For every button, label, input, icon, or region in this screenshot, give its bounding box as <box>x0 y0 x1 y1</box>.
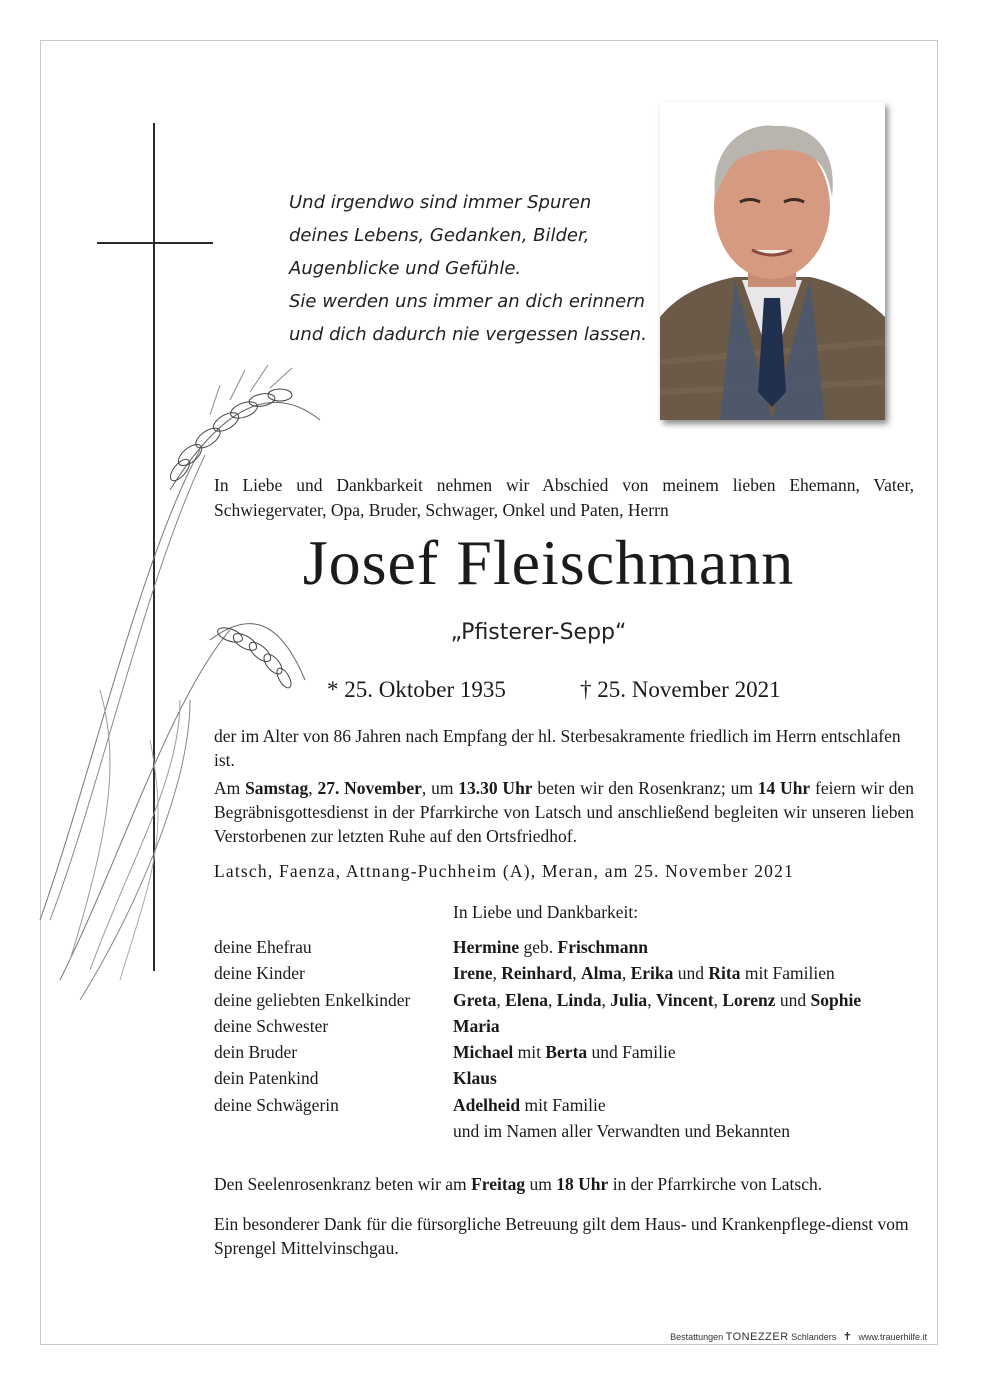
relative-names <box>453 987 861 1013</box>
relative-name: Klaus <box>453 1068 497 1089</box>
funeral-text-part: , <box>308 778 318 798</box>
relative-name: Julia <box>610 989 648 1010</box>
rosary-hour: 18 Uhr <box>556 1174 609 1194</box>
quote-line: Sie werden uns immer an dich erinnern <box>289 291 646 312</box>
relative-role <box>214 1118 453 1144</box>
relative-row <box>214 1092 861 1118</box>
relative-connector: und Familie <box>587 1042 676 1063</box>
quote-line: Und irgendwo sind immer Spuren <box>289 192 592 213</box>
relative-names <box>453 1118 790 1144</box>
service-time: 14 Uhr <box>757 778 811 798</box>
relative-role: deine Kinder <box>214 963 305 984</box>
relative-connector: , <box>572 963 582 984</box>
relative-names <box>453 1092 606 1118</box>
cross-horizontal-bar <box>97 242 213 244</box>
relative-connector: , <box>496 989 506 1010</box>
funeral-text-part: feiern wir den Begräbnisgottesdienst in der Pfarrkirche von Latsch und anschließend begleiten wir unseren lieben Verstorbenen zur letzten Ruhe auf den Ortsfriedhof. <box>214 778 915 846</box>
place-and-date: Latsch, Faenza, Attnang-Puchheim (A), Meran, am 25. November 2021 <box>214 861 795 881</box>
funeral-day: Samstag <box>245 778 309 798</box>
relative-names <box>453 960 835 986</box>
wheat-illustration <box>30 360 350 1000</box>
relative-name: Vincent <box>655 989 714 1010</box>
relative-name: Berta <box>545 1042 588 1063</box>
footer-brand: TONEZZER <box>725 1331 789 1343</box>
footer-prefix: Bestattungen <box>670 1332 726 1342</box>
relatives-list <box>214 934 861 1144</box>
relative-role: deine Schwägerin <box>214 1094 339 1115</box>
relative-connector: und im Namen aller Verwandten und Bekannten <box>453 1121 790 1142</box>
relative-names <box>453 934 648 960</box>
relative-connector: mit Familien <box>740 963 835 984</box>
quote-line: Augenblicke und Gefühle. <box>289 258 522 279</box>
relative-role: deine Ehefrau <box>214 937 312 957</box>
relative-names <box>453 1065 497 1091</box>
relative-connector: geb. <box>519 937 558 957</box>
relative-row <box>214 960 861 986</box>
relative-name: Reinhard <box>501 963 573 984</box>
relative-name: Adelheid <box>453 1094 521 1115</box>
funeral-text <box>214 776 914 848</box>
relative-name: Sophie <box>810 989 862 1010</box>
relative-name: Greta <box>453 989 497 1010</box>
rosary-text-part: in der Pfarrkirche von Latsch. <box>608 1174 823 1194</box>
funeral-text-part: Am <box>214 778 246 798</box>
gratitude-text: Ein besonderer Dank für die fürsorgliche Betreuung gilt dem Haus- und Krankenpflege-dienst vom Sprengel Mittelvinschgau. <box>214 1214 909 1258</box>
deceased-name: Josef Fleischmann <box>302 527 795 598</box>
relative-connector: mit <box>513 1042 546 1063</box>
relative-connector: , <box>713 989 723 1010</box>
thanks-heading: In Liebe und Dankbarkeit: <box>453 902 639 922</box>
footer-credit <box>670 1330 927 1343</box>
footer-website[interactable]: www.trauerhilfe.it <box>858 1332 927 1342</box>
relative-row <box>214 1118 861 1144</box>
relative-role: deine Schwester <box>214 1015 329 1036</box>
relative-row <box>214 1039 861 1065</box>
relative-connector: und <box>775 989 811 1010</box>
relative-name: Linda <box>556 989 602 1010</box>
relative-role: deine geliebten Enkelkinder <box>214 989 411 1010</box>
relative-name: Maria <box>453 1015 500 1036</box>
relative-connector: , <box>492 963 502 984</box>
relative-connector: und <box>673 963 709 984</box>
rosary-day: Freitag <box>471 1174 526 1194</box>
relative-names <box>453 1013 500 1039</box>
relative-name: Lorenz <box>722 989 776 1010</box>
relative-names <box>453 1039 676 1065</box>
relative-role: dein Bruder <box>214 1042 298 1063</box>
relative-connector: , <box>547 989 557 1010</box>
relative-role: dein Patenkind <box>214 1068 319 1089</box>
quote-line: deines Lebens, Gedanken, Bilder, <box>289 225 590 246</box>
relative-name: Rita <box>708 963 741 984</box>
funeral-text-part: , um <box>421 778 459 798</box>
relative-row <box>214 1065 861 1091</box>
memorial-quote <box>289 186 647 351</box>
nickname: „Pfisterer-Sepp“ <box>450 620 627 645</box>
relative-name: Erika <box>630 963 674 984</box>
rosary-text <box>214 1172 914 1196</box>
relative-row <box>214 1013 861 1039</box>
birth-date: * 25. Oktober 1935 <box>327 677 506 702</box>
funeral-text-part: beten wir den Rosenkranz; um <box>532 778 758 798</box>
footer-suffix: Schlanders <box>788 1332 837 1342</box>
relative-connector: , <box>601 989 611 1010</box>
relative-name: Frischmann <box>557 937 648 957</box>
quote-line: und dich dadurch nie vergessen lassen. <box>289 324 647 345</box>
intro-text: In Liebe und Dankbarkeit nehmen wir Abschied von meinem lieben Ehemann, Vater, Schwiegervater, Opa, Bruder, Schwager, Onkel und Paten, Herrn <box>214 475 914 520</box>
death-date: † 25. November 2021 <box>580 677 781 702</box>
relative-row <box>214 987 861 1013</box>
funeral-home-logo-icon: ✝ <box>842 1331 852 1343</box>
funeral-date: 27. November <box>317 778 422 798</box>
relative-connector: , <box>621 963 631 984</box>
relative-name: Alma <box>581 963 622 984</box>
relative-connector: , <box>647 989 656 1010</box>
relative-name: Hermine <box>453 937 520 957</box>
relative-name: Michael <box>453 1042 514 1063</box>
rosary-time: 13.30 Uhr <box>458 778 533 798</box>
relative-connector: mit Familie <box>520 1094 606 1115</box>
age-text: der im Alter von 86 Jahren nach Empfang der hl. Sterbesakramente friedlich im Herrn entschlafen ist. <box>214 726 901 770</box>
rosary-text-part: um <box>525 1174 557 1194</box>
relative-name: Irene <box>453 963 493 984</box>
relative-row <box>214 934 861 960</box>
relative-name: Elena <box>505 989 548 1010</box>
portrait-photo <box>660 102 885 420</box>
rosary-text-part: Den Seelenrosenkranz beten wir am <box>214 1174 472 1194</box>
